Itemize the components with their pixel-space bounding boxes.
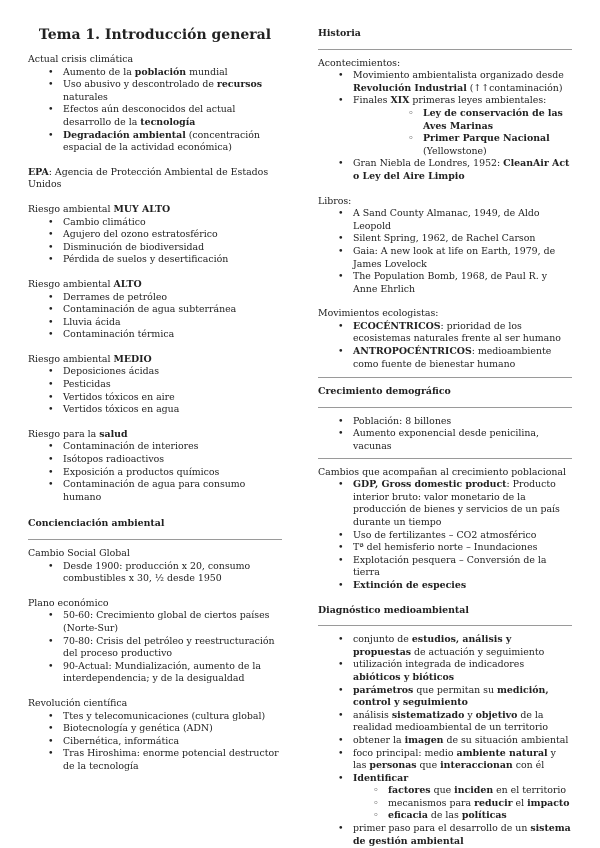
right-column bbox=[318, 0, 572, 848]
list-item: • foco principal: medio ambiente natural y las personas que interaccionan con él bbox=[318, 748, 572, 773]
epa-definition: EPA: Agencia de Protección Ambiental de Estados Unidos bbox=[28, 166, 269, 191]
list-item: • Gaia: A new look at life on Earth, 1979, de James Lovelock bbox=[318, 246, 572, 271]
riesgo-salud-list bbox=[28, 441, 282, 504]
list-item: • Identificar bbox=[318, 773, 572, 786]
list-item: • Contaminación térmica bbox=[28, 329, 282, 342]
libros-heading: Libros: bbox=[318, 195, 352, 207]
list-item: • Degradación ambiental (concentración espacial de la actividad económica) bbox=[28, 130, 282, 155]
list-item: • Movimiento ambientalista organizado desde Revolución Industrial (↑↑contaminación) bbox=[318, 70, 572, 95]
plano-economico-list bbox=[28, 610, 282, 686]
list-item: • Cambio climático bbox=[28, 217, 282, 230]
list-item: • Tras Hiroshima: enorme potencial destructor de la tecnología bbox=[28, 748, 282, 773]
list-item: ◦ factores que inciden en el territorio bbox=[318, 785, 572, 798]
crisis-list bbox=[28, 67, 282, 155]
list-item: ◦ eficacia de las políticas bbox=[318, 810, 572, 823]
list-item: • Lluvia ácida bbox=[28, 317, 282, 330]
list-item: • Agujero del ozono estratosférico bbox=[28, 229, 282, 242]
list-item: • Silent Spring, 1962, de Rachel Carson bbox=[318, 233, 572, 246]
list-item: • ECOCÉNTRICOS: prioridad de los ecosistemas naturales frente al ser humano bbox=[318, 321, 572, 346]
list-item: • Cibernética, informática bbox=[28, 736, 282, 749]
list-item: • Gran Niebla de Londres, 1952: CleanAir Act o Ley del Aire Limpio bbox=[318, 158, 572, 183]
section-divider bbox=[28, 539, 282, 540]
list-item: • Población: 8 billones bbox=[318, 416, 572, 429]
acontecimientos-heading: Acontecimientos: bbox=[318, 57, 401, 69]
riesgo-salud-heading: Riesgo para la salud bbox=[28, 428, 128, 440]
section-divider bbox=[318, 458, 572, 459]
section-divider bbox=[318, 407, 572, 408]
list-item: • Pesticidas bbox=[28, 379, 282, 392]
list-item: • primer paso para el desarrollo de un sistema de gestión ambiental bbox=[318, 823, 572, 848]
list-item: • Uso abusivo y descontrolado de recursos naturales bbox=[28, 79, 282, 104]
list-item: • ANTROPOCÉNTRICOS: medioambiente como fuente de bienestar humano bbox=[318, 346, 572, 371]
cambios-heading: Cambios que acompañan al crecimiento poblacional bbox=[318, 466, 566, 478]
riesgo-alto-list bbox=[28, 292, 282, 342]
list-item: • A Sand County Almanac, 1949, de Aldo Leopold bbox=[318, 208, 572, 233]
list-item: • 70-80: Crisis del petróleo y reestructuración del proceso productivo bbox=[28, 636, 282, 661]
list-item: • 90-Actual: Mundialización, aumento de la interdependencia; y de la desigualdad bbox=[28, 661, 282, 686]
list-item: ◦ Ley de conservación de las Aves Marinas bbox=[353, 108, 572, 133]
cambio-social-heading: Cambio Social Global bbox=[28, 548, 130, 559]
list-item: • análisis sistematizado y objetivo de la realidad medioambiental de un territorio bbox=[318, 710, 572, 735]
list-item: • Uso de fertilizantes – CO2 atmosférico bbox=[318, 530, 572, 543]
list-item: • Desde 1900: producción x 20, consumo combustibles x 30, ½ desde 1950 bbox=[28, 561, 282, 586]
list-item: • Contaminación de agua para consumo humano bbox=[28, 479, 282, 504]
concienciacion-title: Concienciación ambiental bbox=[28, 518, 165, 530]
list-item: • utilización integrada de indicadores abióticos y bióticos bbox=[318, 659, 572, 684]
diagnostico-list-end bbox=[318, 823, 572, 848]
list-item: • Exposición a productos químicos bbox=[28, 467, 282, 480]
diagnostico-list bbox=[318, 634, 572, 785]
cambios-list bbox=[318, 479, 572, 592]
list-item: • Aumento de la población mundial bbox=[28, 67, 282, 80]
list-item: • Derrames de petróleo bbox=[28, 292, 282, 305]
list-item: • parámetros que permitan su medición, control y seguimiento bbox=[318, 685, 572, 710]
list-item: • Biotecnología y genética (ADN) bbox=[28, 723, 282, 736]
list-item: • Tª del hemisferio norte – Inundaciones bbox=[318, 542, 572, 555]
list-item: ◦ Primer Parque Nacional (Yellowstone) bbox=[353, 133, 572, 158]
list-item: ◦ mecanismos para reducir el impacto bbox=[318, 798, 572, 811]
list-item: • Deposiciones ácidas bbox=[28, 366, 282, 379]
revolucion-cientifica-list bbox=[28, 711, 282, 774]
list-item: • Isótopos radioactivos bbox=[28, 454, 282, 467]
riesgo-medio-heading: Riesgo ambiental MEDIO bbox=[28, 353, 152, 365]
left-column bbox=[28, 0, 282, 774]
riesgo-muy-alto-heading: Riesgo ambiental MUY ALTO bbox=[28, 203, 171, 215]
list-item: • Pérdida de suelos y desertificación bbox=[28, 254, 282, 267]
list-item: • 50-60: Crecimiento global de ciertos países (Norte-Sur) bbox=[28, 610, 282, 635]
crecimiento-list bbox=[318, 416, 572, 454]
revolucion-cientifica-heading: Revolución científica bbox=[28, 697, 128, 709]
list-item: • GDP, Gross domestic product: Producto interior bruto: valor monetario de la producción de bienes y servicios de un país durante un tiempo bbox=[318, 479, 572, 529]
list-item: • Vertidos tóxicos en agua bbox=[28, 404, 282, 417]
historia-title: Historia bbox=[318, 28, 361, 39]
section-divider bbox=[318, 49, 572, 50]
section-divider bbox=[318, 625, 572, 626]
movimientos-heading: Movimientos ecologistas: bbox=[318, 308, 439, 320]
list-item bbox=[318, 95, 572, 158]
plano-economico-heading: Plano económico bbox=[28, 597, 109, 609]
identificar-sublist bbox=[318, 785, 572, 823]
riesgo-alto-heading: Riesgo ambiental ALTO bbox=[28, 278, 142, 290]
list-item: • The Population Bomb, 1968, de Paul R. y Anne Ehrlich bbox=[318, 271, 572, 296]
list-item: • conjunto de estudios, análisis y propuestas de actuación y seguimiento bbox=[318, 634, 572, 659]
crisis-heading: Actual crisis climática bbox=[28, 54, 134, 65]
list-item: • Efectos aún desconocidos del actual desarrollo de la tecnología bbox=[28, 104, 282, 129]
list-item: • Ttes y telecomunicaciones (cultura global) bbox=[28, 711, 282, 724]
list-item: • Explotación pesquera – Conversión de la tierra bbox=[318, 555, 572, 580]
diagnostico-title: Diagnóstico medioambiental bbox=[318, 604, 469, 616]
page-title: Tema 1. Introducción general bbox=[38, 27, 272, 43]
list-item: • Extinción de especies bbox=[318, 580, 572, 593]
riesgo-muy-alto-list bbox=[28, 217, 282, 267]
list-item: • obtener la imagen de su situación ambiental bbox=[318, 735, 572, 748]
list-item-text: Finales XIX primeras leyes ambientales: bbox=[353, 95, 547, 107]
list-item: • Aumento exponencial desde penicilina, vacunas bbox=[318, 428, 572, 453]
riesgo-medio-list bbox=[28, 366, 282, 416]
list-item: • Contaminación de agua subterránea bbox=[28, 304, 282, 317]
acontecimientos-list bbox=[318, 70, 572, 183]
cambio-social-list bbox=[28, 561, 282, 586]
section-divider bbox=[318, 377, 572, 378]
list-item: • Contaminación de interiores bbox=[28, 441, 282, 454]
primeras-leyes-sublist bbox=[353, 108, 572, 158]
movimientos-list bbox=[318, 321, 572, 371]
list-item: • Vertidos tóxicos en aire bbox=[28, 392, 282, 405]
list-item: • Disminución de biodiversidad bbox=[28, 242, 282, 255]
libros-list bbox=[318, 208, 572, 296]
crecimiento-title: Crecimiento demográfico bbox=[318, 386, 451, 398]
